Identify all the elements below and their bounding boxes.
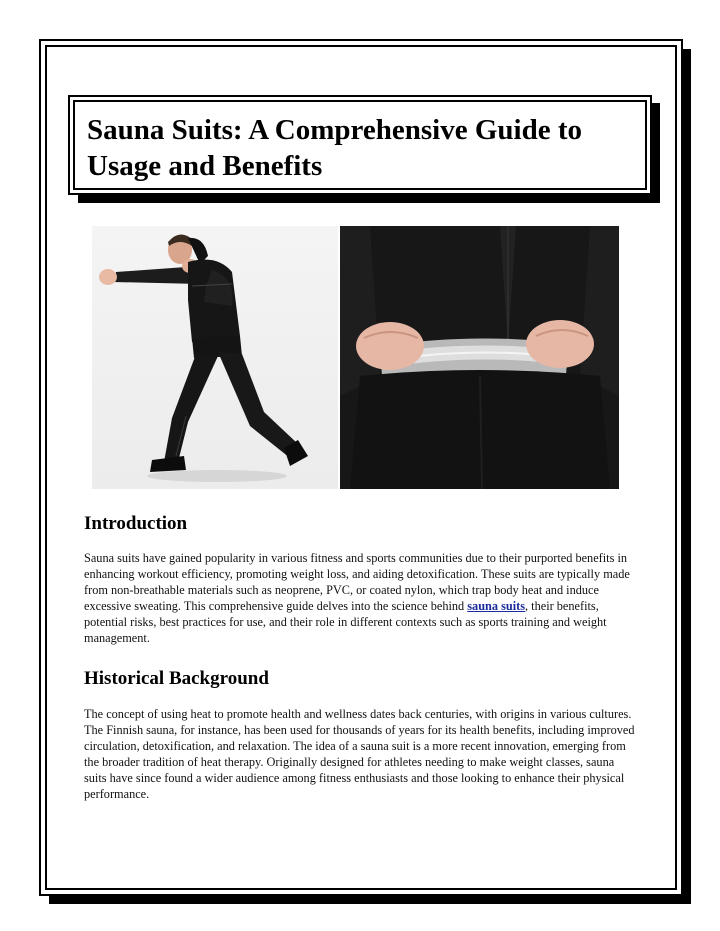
- title-box: [68, 95, 652, 195]
- boxer-figure-icon: [92, 226, 338, 489]
- introduction-text-start: Sauna suits have gained popularity in various fitness and sports communities due to their purported benefits in enhancing workout efficiency, promoting weight loss, and aiding detoxification. These suits are typically made from non-breathable materials such as neoprene, PVC, or coated nylon, which trap body heat and induce excessive sweating. This comprehensive guide delves into the science behind: [84, 551, 630, 614]
- sauna-suits-link[interactable]: sauna suits: [467, 599, 526, 614]
- hero-image: [92, 226, 619, 489]
- introduction-text-end: , their benefits, potential risks, best practices for use, and their role in different contexts such as sports training and weight management.: [84, 599, 607, 646]
- historical-background-heading: Historical Background: [84, 668, 269, 689]
- historical-background-paragraph: The concept of using heat to promote health and wellness dates back centuries, with origins in various cultures. The Finnish sauna, for instance, has been used for thousands of years for its health benefits, including improved circulation, detoxification, and relaxation. The idea of a sauna suit is a more recent innovation, emerging from the broader tradition of heat therapy. Originally designed for athletes needing to make weight classes, sauna suits have since found a wider audience among fitness enthusiasts and those looking to enhance their physical performance.: [84, 707, 635, 802]
- title-box-inner: [73, 100, 647, 190]
- boxer-in-sauna-suit-illustration: [92, 226, 338, 489]
- introduction-paragraph: [84, 550, 636, 647]
- waistband-closeup-icon: [340, 226, 619, 489]
- introduction-heading: Introduction: [84, 513, 188, 534]
- sauna-suit-waistband-closeup-illustration: [340, 226, 619, 489]
- page-title: Sauna Suits: A Comprehensive Guide to Usage and Benefits: [87, 114, 582, 182]
